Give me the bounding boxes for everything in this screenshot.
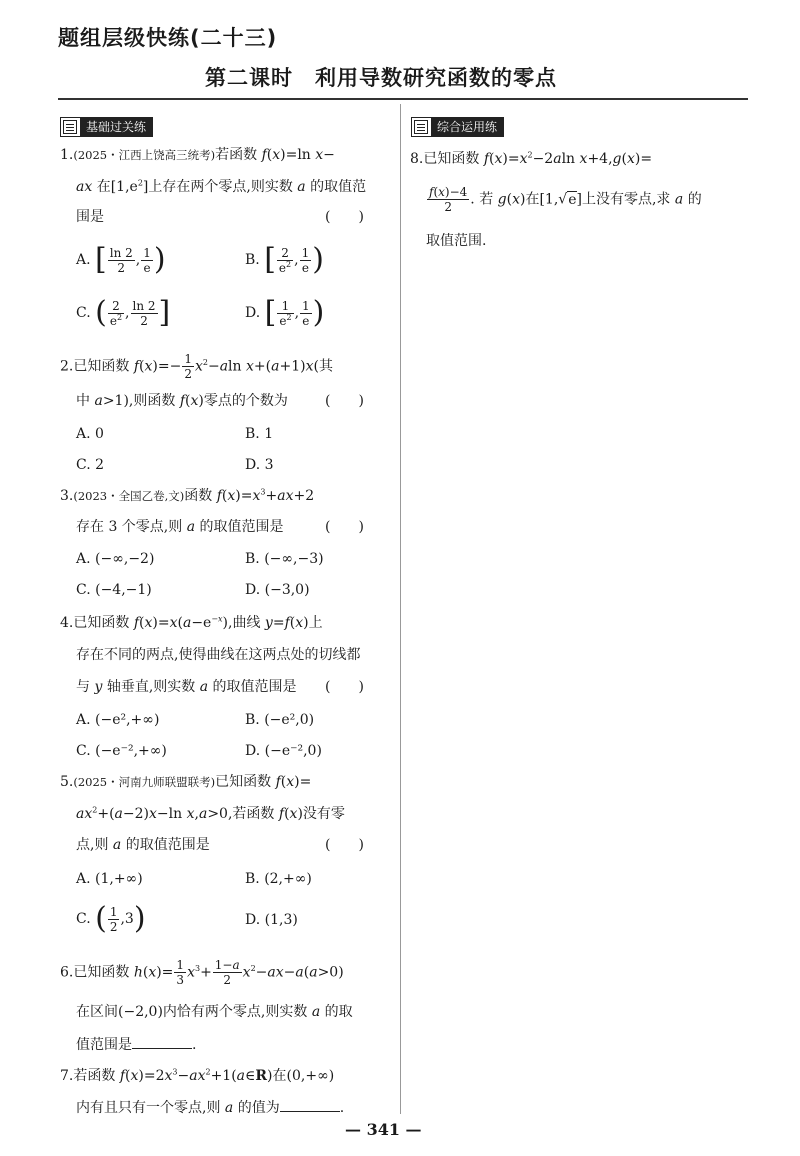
- q1-line-1: 1.(2025・江西上饶高三统考)若函数 f(x)=ln x−: [60, 147, 335, 163]
- section-label-basic: 基础过关练: [80, 118, 152, 136]
- q4-option-b: B. (−e²,0): [245, 712, 315, 728]
- q5-line-1: 5.(2025・河南九师联盟联考)已知函数 f(x)=: [60, 774, 312, 790]
- q5-stem: 的取值范围是: [125, 837, 210, 853]
- q3-source: (2023・全国乙卷,文): [73, 489, 185, 503]
- q7-stem: 在(0,+∞): [272, 1068, 335, 1084]
- q2-answer-paren: ( ): [325, 393, 364, 409]
- q5-line-2: $ax^2+(a-2)x-\ln$ x,a>0,若函数 f(x)没有零: [76, 805, 345, 822]
- q2-line-2: 中 a>1),则函数 f(x)零点的个数为: [76, 393, 288, 409]
- q1-stem: 若函数: [215, 147, 258, 163]
- q7-stem: 的值为: [237, 1100, 280, 1116]
- q8-stem: 已知函数: [423, 151, 480, 167]
- option-letter: B.: [245, 252, 260, 268]
- section-label-applied: 综合运用练: [431, 118, 503, 136]
- q4-stem: 轴垂直,则实数: [106, 679, 196, 695]
- lesson-title: 第二课时 利用导数研究函数的零点: [205, 66, 557, 90]
- q8-stem: 在[1,: [525, 191, 559, 208]
- q5-option-b: B. (2,+∞): [245, 871, 312, 887]
- q6-line-1: 6.已知函数 h(x)= $\frac{1}{3}$ $x^3+$ $\frac{1-a}{2}$ $x^2-ax-a(a>0)$: [60, 958, 344, 987]
- q5-option-d: D. (1,3): [245, 912, 298, 928]
- option-letter: C.: [76, 911, 91, 927]
- q1-option-c: C. ( $\frac{2}{e^2}$ , $\frac{\ln 2}{2}$ ]: [76, 295, 171, 330]
- q3-stem: 函数: [184, 488, 213, 504]
- q5-stem: 没有零: [302, 806, 345, 822]
- q3-stem: 的取值范围是: [199, 519, 284, 535]
- q5-option-c: C. ( $\frac{1}{2}$ ,3): [76, 901, 146, 936]
- header-rule: [58, 98, 748, 100]
- q6-line-2: 在区间(−2,0)内恰有两个零点,则实数 a 的取: [76, 1004, 353, 1020]
- q2-stem: (其: [313, 358, 333, 375]
- q4-stem: 与: [76, 679, 90, 695]
- q5-stem: 已知函数: [215, 774, 272, 790]
- q2-option-c: C. 2: [76, 457, 105, 473]
- q2-option-a: A. 0: [76, 426, 104, 442]
- q6-stem: 已知函数: [73, 964, 130, 981]
- q6-stem: 的取: [324, 1004, 353, 1020]
- q1-line-3: [76, 207, 104, 227]
- q3-option-c: C. (−4,−1): [76, 582, 152, 598]
- q4-stem: 存在不同的两点,使得曲线在这两点处的切线都: [76, 647, 361, 663]
- q6-stem: 值范围是: [76, 1037, 132, 1053]
- q7-stem: 若函数: [73, 1068, 116, 1084]
- q2-option-b: B. 1: [245, 426, 274, 442]
- q5-option-a: A. (1,+∞): [76, 871, 143, 887]
- section-tag-basic: [60, 117, 153, 137]
- q1-stem: ]上存在两个零点,则实数: [142, 179, 293, 195]
- q4-stem: 已知函数: [73, 615, 130, 631]
- q2-stem: 零点的个数为: [203, 393, 288, 409]
- q4-line-1: 4.已知函数 $f(x)=x(a-e^{-x})$,曲线 y=f(x)上: [60, 614, 323, 631]
- page-number: — 341 —: [345, 1120, 422, 1139]
- q6-stem: .: [192, 1037, 197, 1053]
- series-title: 题组层级快练(二十三): [58, 26, 278, 50]
- q7-line-1: 7.若函数 $f(x)=2x^3-ax^2+1(a\in R)$在(0,+∞): [60, 1067, 335, 1084]
- q5-answer-paren: ( ): [325, 837, 364, 853]
- q4-option-d: D. (−e⁻²,0): [245, 743, 322, 759]
- q7-stem: 内有且只有一个零点,则: [76, 1100, 221, 1116]
- q8-stem: 的: [687, 191, 702, 208]
- q4-stem: 的取值范围是: [212, 679, 297, 695]
- q1-option-a: A. [ $\frac{\ln 2}{2}$ , $\frac{1}{e}$ ): [76, 242, 166, 277]
- q8-stem: ]上没有零点,求: [576, 191, 671, 208]
- q1-stem: 的取值范: [310, 179, 367, 195]
- q6-stem: 在区间(−2,0)内恰有两个零点,则实数: [76, 1004, 308, 1020]
- section-tag-applied: [411, 117, 504, 137]
- q2-stem: >1),则函数: [102, 393, 176, 409]
- q3-line-1: 3.(2023・全国乙卷,文)函数 $f(x)=x^3+ax+2$: [60, 487, 315, 504]
- page-number-value: 341: [366, 1120, 400, 1139]
- q4-option-c: C. (−e⁻²,+∞): [76, 743, 167, 759]
- q3-option-b: B. (−∞,−3): [245, 551, 324, 567]
- q3-option-a: A. (−∞,−2): [76, 551, 155, 567]
- q5-source: (2025・河南九师联盟联考): [73, 775, 216, 789]
- q7-stem: .: [339, 1100, 345, 1116]
- q5-stem: ,若函数: [227, 806, 275, 822]
- option-letter: A.: [76, 252, 91, 268]
- q3-stem: 存在 3 个零点,则: [76, 519, 183, 535]
- q1-source: (2025・江西上饶高三统考): [73, 148, 216, 162]
- option-letter: C.: [76, 305, 91, 321]
- option-letter: D.: [245, 305, 261, 321]
- q4-option-a: A. (−e²,+∞): [76, 712, 160, 728]
- q4-line-2: [76, 645, 360, 665]
- q1-option-b: B. [ $\frac{2}{e^2}$ , $\frac{1}{e}$ ): [245, 242, 324, 277]
- q8-stem: 取值范围.: [426, 233, 487, 249]
- q8-line-2: $\frac{f(x)-4}{2}$ . 若 g(x)在[1,√e]上没有零点,求 a 的: [429, 185, 702, 214]
- q2-stem: 已知函数: [73, 358, 130, 375]
- q6-line-3: [76, 1034, 196, 1055]
- q4-answer-paren: ( ): [325, 679, 364, 695]
- q4-stem: 上: [308, 615, 323, 631]
- q4-line-3: 与 y 轴垂直,则实数 a 的取值范围是: [76, 679, 297, 695]
- q3-option-d: D. (−3,0): [245, 582, 310, 598]
- q2-stem: 中: [76, 393, 90, 409]
- q8-stem: . 若: [470, 191, 494, 208]
- q1-line-2: ax 在$[1,e^2]$上存在两个零点,则实数 a 的取值范: [76, 178, 367, 195]
- q7-answer-blank[interactable]: [280, 1097, 340, 1112]
- q8-line-1: 8.已知函数 $f(x)=x^2-2aln$ x+4,g(x)=: [410, 150, 653, 167]
- list-box-icon: [414, 120, 428, 134]
- q6-answer-blank[interactable]: [132, 1034, 192, 1049]
- list-box-icon: [63, 120, 77, 134]
- q3-answer-paren: ( ): [325, 519, 364, 535]
- q1-option-d: D. [ $\frac{1}{e^2}$ , $\frac{1}{e}$ ): [245, 295, 325, 330]
- q2-option-d: D. 3: [245, 457, 274, 473]
- column-divider: [400, 104, 401, 1114]
- q1-stem: 围是: [76, 209, 104, 225]
- q5-stem: 点,则: [76, 837, 109, 853]
- q1-answer-paren: ( ): [325, 209, 364, 225]
- q1-stem: 在[1,e: [96, 179, 138, 195]
- q8-line-3: [426, 231, 486, 251]
- q4-stem: ,曲线: [228, 615, 261, 631]
- q2-line-1: 2.已知函数 f(x)=− $\frac{1}{2}$ $x^2-aln$ x+(a+1)x(其: [60, 352, 333, 381]
- q3-line-2: 存在 3 个零点,则 a 的取值范围是: [76, 519, 284, 535]
- q5-line-3: 点,则 a 的取值范围是: [76, 837, 210, 853]
- q7-line-2: 内有且只有一个零点,则 a 的值为 .: [76, 1097, 344, 1118]
